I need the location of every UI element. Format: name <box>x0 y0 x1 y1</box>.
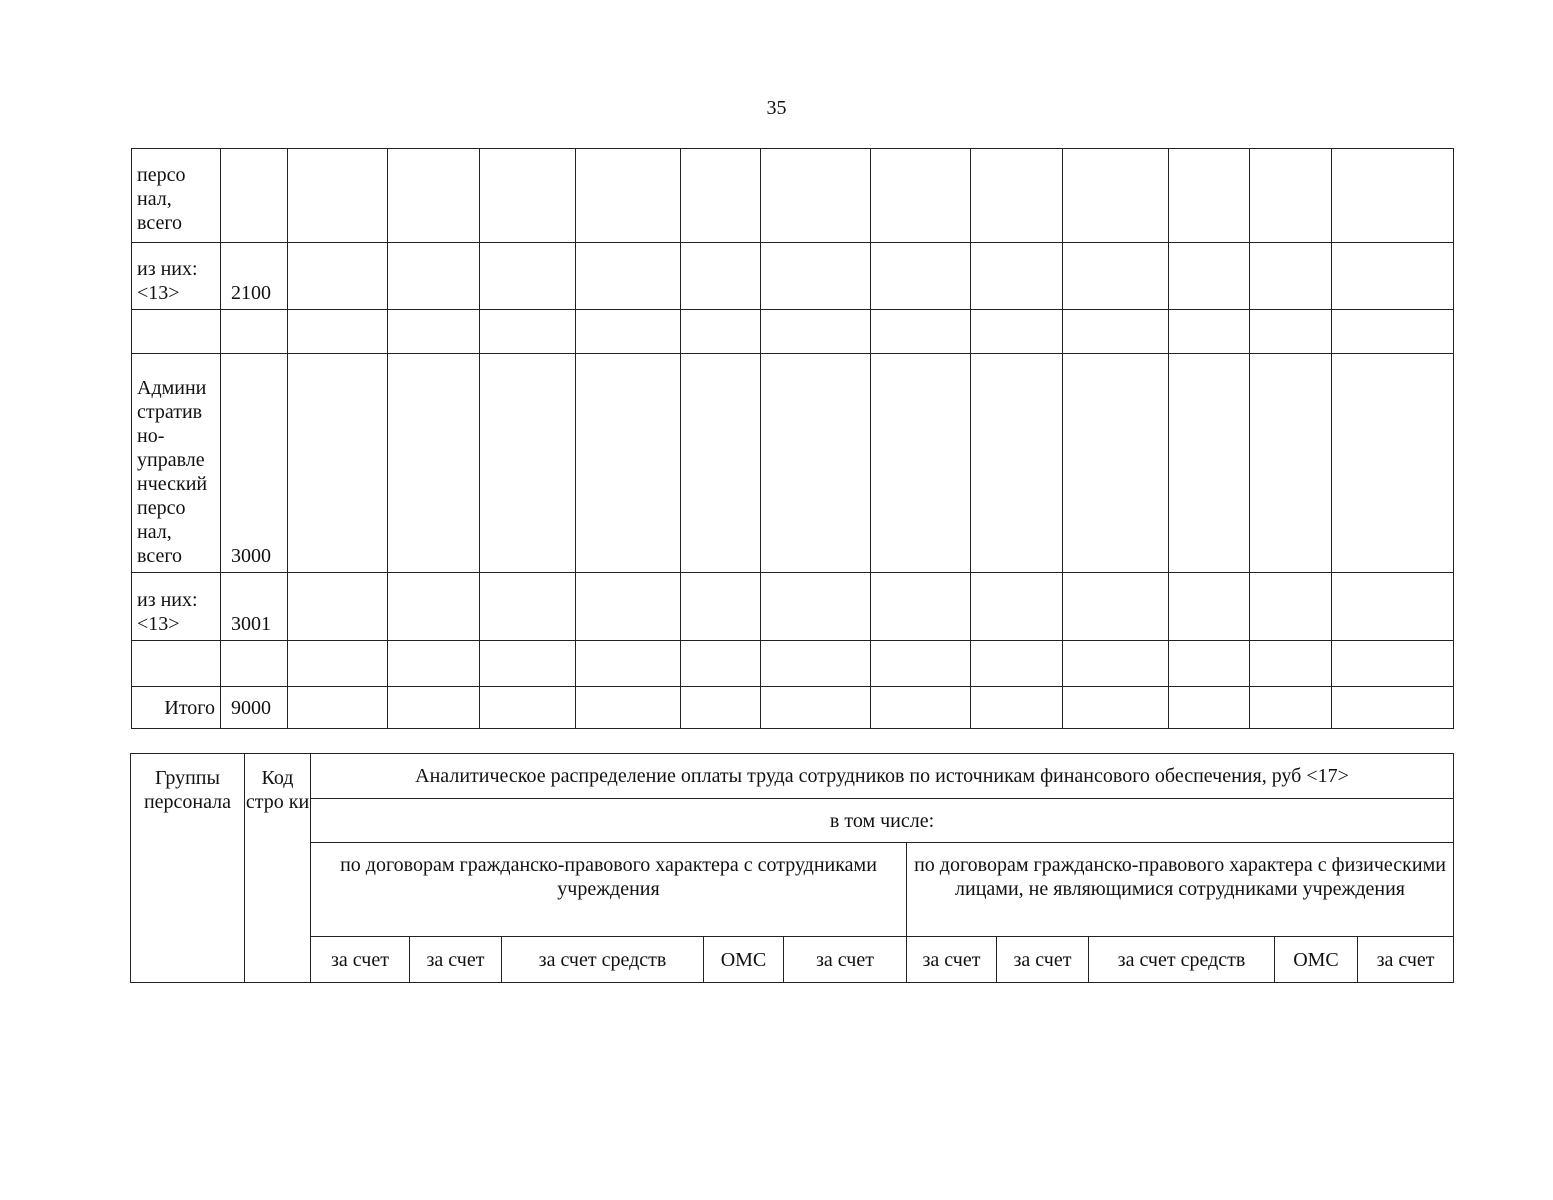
subheader-cell: за счет <box>410 937 502 983</box>
row-label <box>132 310 221 354</box>
table-row <box>132 641 1454 687</box>
column-header-code: Код стро ки <box>245 754 311 983</box>
table-title: Аналитическое распределение оплаты труда сотрудников по источникам финансового обеспечения, руб <17> <box>311 754 1454 799</box>
total-code: 9000 <box>221 687 288 729</box>
group-header-employees: по договорам гражданско-правового характера с сотрудниками учреждения <box>311 843 907 937</box>
row-code <box>221 310 288 354</box>
including-label: в том числе: <box>311 799 1454 843</box>
row-code: 3001 <box>221 573 288 641</box>
subheader-cell: за счет средств <box>1089 937 1275 983</box>
top-table <box>131 148 1454 729</box>
page-number: 35 <box>766 97 787 119</box>
subheader-cell: за счет <box>1358 937 1454 983</box>
table-row <box>132 149 1454 243</box>
subheader-cell: за счет <box>311 937 410 983</box>
table-row <box>132 354 1454 573</box>
row-label: из них: <13> <box>132 243 221 310</box>
row-code <box>221 641 288 687</box>
row-label: из них: <13> <box>132 573 221 641</box>
row-code <box>221 149 288 243</box>
table-row <box>132 243 1454 310</box>
table-row <box>132 310 1454 354</box>
subheader-cell: ОМС <box>1275 937 1358 983</box>
total-label: Итого <box>132 687 221 729</box>
row-code: 3000 <box>221 354 288 573</box>
subheader-cell: за счет <box>907 937 997 983</box>
subheader-cell: за счет <box>784 937 907 983</box>
subheader-cell: за счет средств <box>502 937 704 983</box>
row-label: Админи стратив но- управле нческий персо нал, всего <box>132 354 221 573</box>
row-code: 2100 <box>221 243 288 310</box>
group-header-individuals: по договорам гражданско-правового характера с физическими лицами, не являющимися сотрудниками учреждения <box>907 843 1454 937</box>
table-row-total <box>132 687 1454 729</box>
row-label: персо нал, всего <box>132 149 221 243</box>
bottom-table <box>130 753 1454 983</box>
subheader-cell: ОМС <box>704 937 784 983</box>
subheader-cell: за счет <box>997 937 1089 983</box>
row-label <box>132 641 221 687</box>
table-row <box>132 573 1454 641</box>
column-header-group: Группы персонала <box>131 754 245 983</box>
